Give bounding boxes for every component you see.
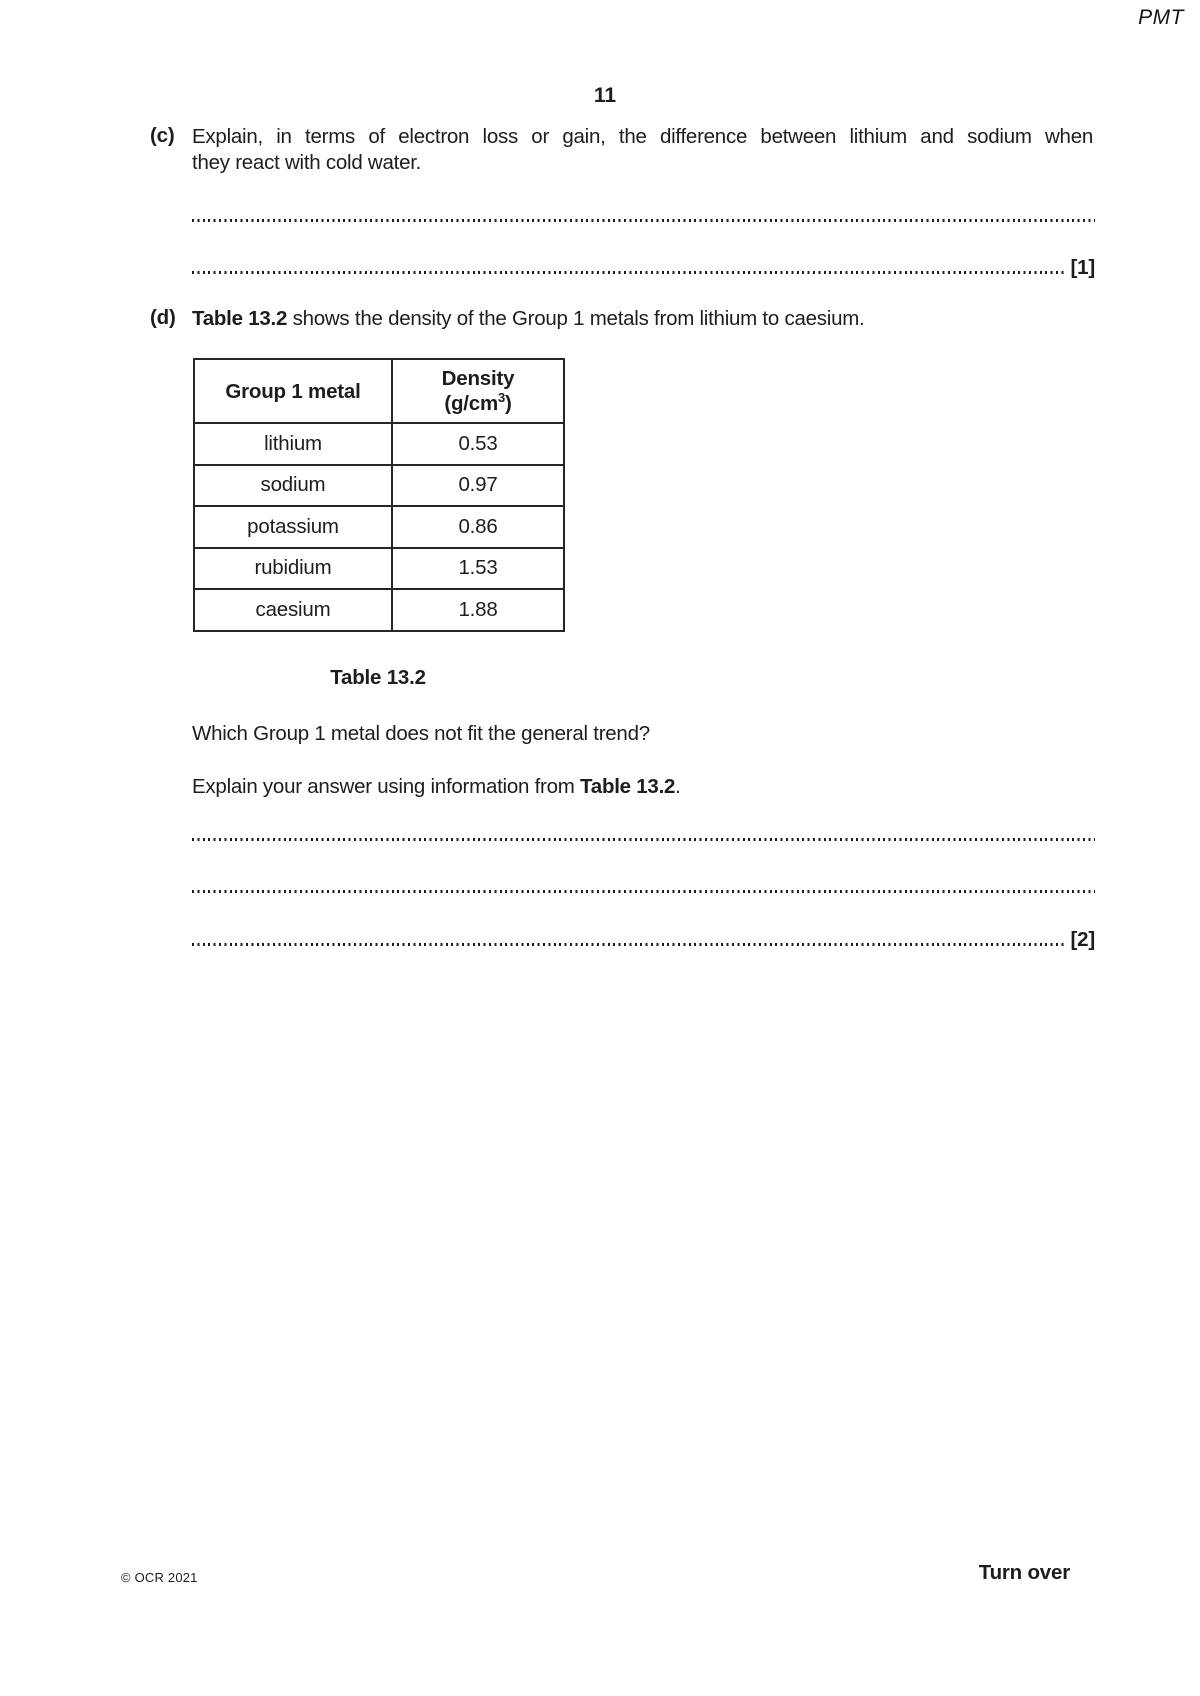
marks-badge: [1] — [1070, 255, 1095, 279]
question-c-prompt — [192, 124, 1093, 176]
question-d-trend: Which Group 1 metal does not fit the general trend? — [192, 722, 650, 745]
turn-over-label: Turn over — [978, 1561, 1070, 1584]
dotted-answer-rule — [192, 890, 1095, 893]
metal-cell: lithium — [194, 423, 392, 465]
answer-line — [192, 871, 1095, 897]
question-d-explain-table-ref: Table 13.2 — [580, 775, 676, 798]
metal-cell: caesium — [194, 589, 392, 631]
density-header-title: Density — [441, 367, 515, 390]
metal-cell: sodium — [194, 465, 392, 507]
dotted-answer-rule — [192, 943, 1064, 946]
dotted-answer-rule — [192, 271, 1064, 274]
footer-copyright: © OCR 2021 — [121, 1570, 198, 1585]
group1-density-table — [193, 358, 565, 632]
density-cell: 0.97 — [392, 465, 564, 507]
question-d-intro-table-ref: Table 13.2 — [192, 307, 288, 330]
metal-column-header: Group 1 metal — [194, 359, 392, 423]
page-number: 11 — [593, 84, 617, 107]
question-d-intro-rest: shows the density of the Group 1 metals from lithium to caesium. — [287, 307, 865, 330]
dotted-answer-rule — [192, 219, 1095, 222]
table-row — [194, 465, 564, 507]
answer-line — [192, 252, 1095, 278]
density-cell: 1.53 — [392, 548, 564, 590]
question-d-intro — [192, 306, 1093, 332]
table-row — [194, 548, 564, 590]
table-header-row — [194, 359, 564, 423]
question-c-prompt-line2: they react with cold water. — [192, 151, 422, 174]
density-header-unit: $(g/cm^3)$ — [444, 390, 512, 415]
table-row — [194, 506, 564, 548]
marks-badge: [2] — [1070, 927, 1095, 951]
table-caption: Table 13.2 — [330, 666, 426, 689]
table-row — [194, 589, 564, 631]
density-column-header — [392, 359, 564, 423]
question-c-prompt-line1: Explain, in terms of electron loss or gain, the difference between lithium and sodium when — [192, 125, 1093, 148]
density-cell: 1.88 — [392, 589, 564, 631]
pmt-watermark: PMT — [1138, 6, 1184, 29]
answer-line — [192, 924, 1095, 950]
question-d-label: (d) — [150, 306, 176, 329]
metal-cell: rubidium — [194, 548, 392, 590]
density-cell: 0.86 — [392, 506, 564, 548]
answer-line — [192, 819, 1095, 845]
question-d-explain-suffix: . — [675, 775, 681, 798]
question-c-label: (c) — [150, 124, 175, 147]
table-row — [194, 423, 564, 465]
dotted-answer-rule — [192, 838, 1095, 841]
question-d-explain-prefix: Explain your answer using information from — [192, 775, 581, 798]
question-d-explain — [192, 774, 1093, 800]
answer-line — [192, 200, 1095, 226]
density-cell: 0.53 — [392, 423, 564, 465]
metal-cell: potassium — [194, 506, 392, 548]
